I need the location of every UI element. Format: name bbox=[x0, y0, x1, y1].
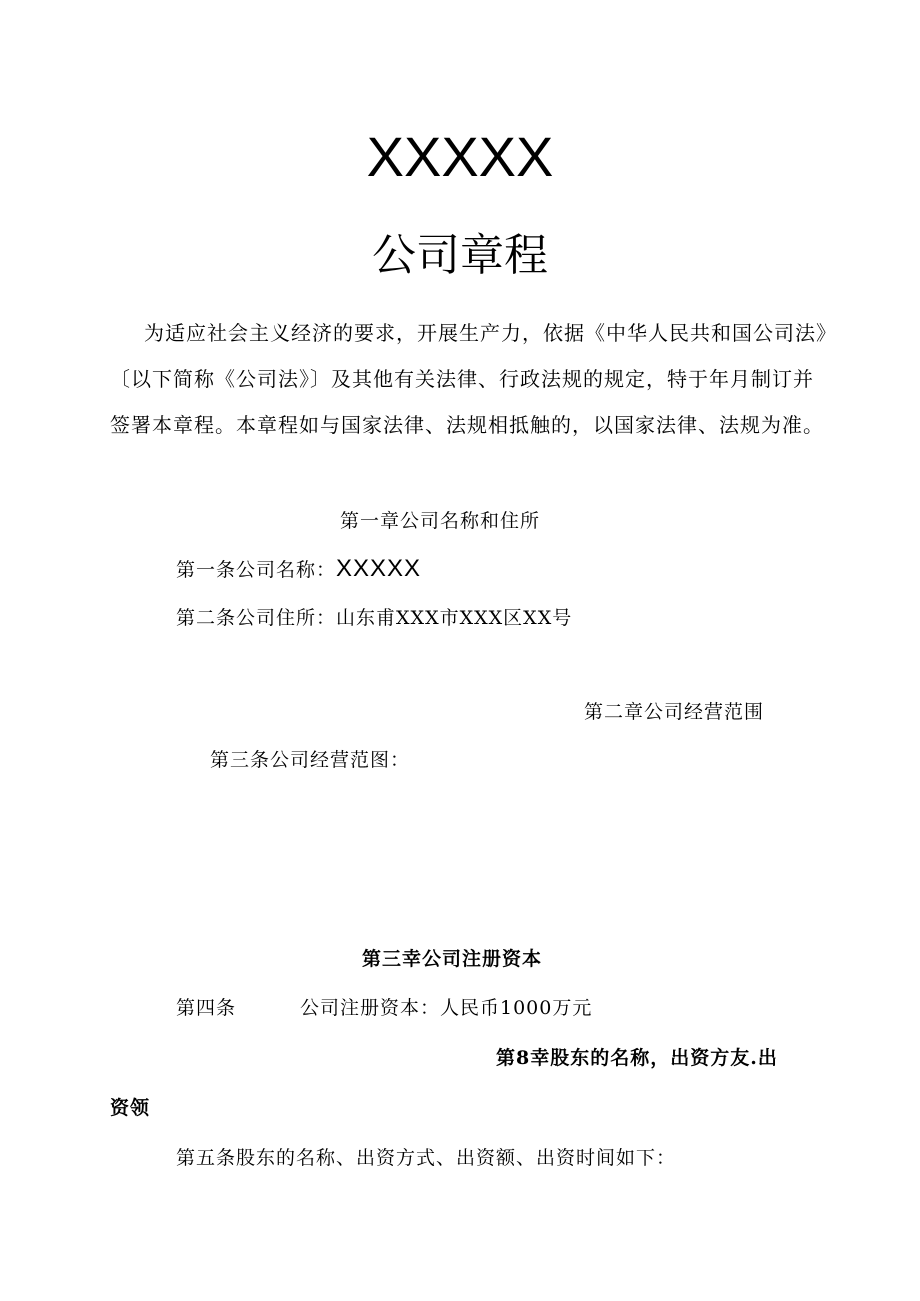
chapter4-heading-line2: 资领 bbox=[110, 1097, 151, 1119]
article2 bbox=[176, 603, 572, 633]
document-subtitle: 公司章程 bbox=[372, 230, 548, 281]
chapter4-heading-line1: 第8幸股东的名称，出资方友.出 bbox=[496, 1047, 778, 1069]
document-title: XXXXX bbox=[366, 125, 554, 188]
article5: 第五条股东的名称、出资方式、出资额、出资时间如下： bbox=[176, 1147, 677, 1169]
chapter2-heading: 第二章公司经营范围 bbox=[584, 701, 765, 723]
chapter3-heading: 第三幸公司注册资本 bbox=[362, 948, 543, 970]
intro-paragraph: 为适应社会主义经济的要求，开展生产力，依据《中华人民共和国公司法》〔以下简称《公司法》〕及其他有关法律、行政法规的规定，特于年月制订并签署本章程。本章程如与国家法律、法规相抵触的，以国家法律、法规为准。 bbox=[110, 321, 827, 437]
article3: 第三条公司经营范图： bbox=[210, 749, 411, 771]
article1-label: 第一条公司名称： bbox=[176, 559, 337, 581]
chapter1-heading: 第一章公司名称和住所 bbox=[340, 510, 541, 532]
article1 bbox=[176, 554, 421, 585]
article4-text: 公司注册资本：人民币1000万元 bbox=[300, 997, 593, 1019]
company-address-value: 山东甫XXX市XXX区XX号 bbox=[336, 607, 573, 629]
article2-label: 第二条公司住所： bbox=[176, 607, 337, 629]
article4-label: 第四条 bbox=[176, 997, 237, 1019]
company-name-value: XXXXX bbox=[336, 555, 422, 582]
